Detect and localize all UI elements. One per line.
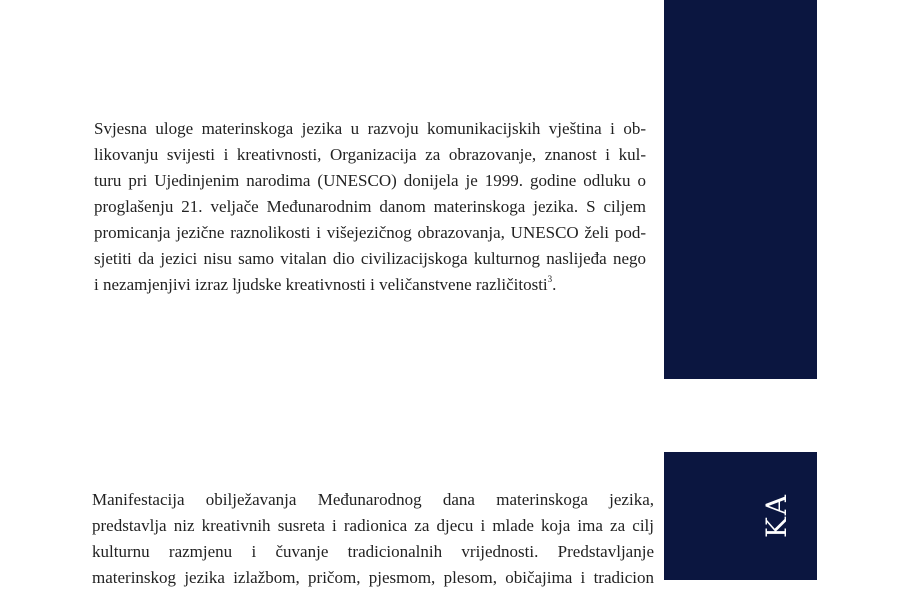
paragraph-line: proglašenju 21. veljače Međunarodnim danom materinskoga jezika. S ciljem — [94, 197, 646, 216]
paragraph-unesco — [94, 116, 646, 298]
paragraph-line: sjetiti da jezici nisu samo vitalan dio civilizacijskoga kulturnog naslijeđa nego — [94, 249, 646, 268]
paragraph-line: Svjesna uloge materinskoga jezika u razvoju komunikacijskih vještina i ob- — [94, 119, 646, 138]
paragraph-line: predstavlja niz kreativnih susreta i radionica za djecu i mlade koja ima za cilj — [92, 516, 654, 535]
paragraph-manifestation — [92, 487, 654, 591]
paragraph-last-line — [94, 272, 646, 298]
paragraph-line: promicanja jezične raznolikosti i višejezičnog obrazovanja, UNESCO želi pod- — [94, 223, 646, 242]
paragraph-line: Manifestacija obilježavanja Međunarodnog dana materinskoga jezika, — [92, 490, 654, 509]
paragraph-line: kulturnu razmjenu i čuvanje tradicionalnih vrijednosti. Predstavljanje — [92, 542, 654, 561]
vertical-section-label — [664, 452, 817, 580]
paragraph-line: materinskog jezika izlažbom, pričom, pjesmom, plesom, običajima i tradicion — [92, 568, 654, 587]
vertical-label-text: KA — [760, 491, 793, 538]
paragraph-end-punctuation: . — [552, 275, 557, 294]
footnote-reference[interactable]: 3 — [547, 274, 553, 284]
paragraph-line: turu pri Ujedinjenim narodima (UNESCO) donijela je 1999. godine odluku o — [94, 171, 646, 190]
paragraph-line: likovanju svijesti i kreativnosti, Organizacija za obrazovanje, znanost i kul- — [94, 145, 646, 164]
navy-sidebar-band-top — [664, 0, 817, 379]
paragraph-last-line-text: i nezamjenjivi izraz ljudske kreativnosti i veličanstvene različitosti — [94, 275, 548, 294]
navy-sidebar-band-bottom — [664, 452, 817, 580]
